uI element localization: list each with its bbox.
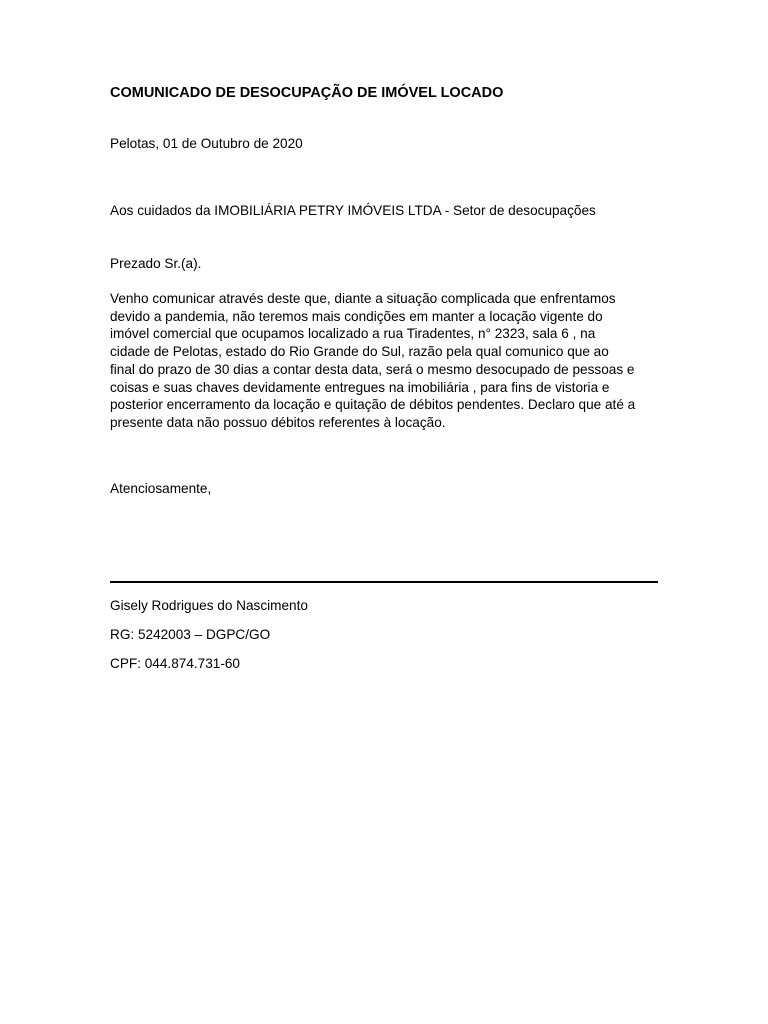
signer-cpf: CPF: 044.874.731-60 (110, 656, 240, 671)
place-date: Pelotas, 01 de Outubro de 2020 (110, 136, 303, 151)
greeting: Prezado Sr.(a). (110, 256, 202, 271)
body-line: posterior encerramento da locação e quitação de débitos pendentes. Declaro que até a (110, 397, 636, 413)
signer-rg: RG: 5242003 – DGPC/GO (110, 627, 271, 642)
body-line: devido a pandemia, não teremos mais condições em manter a locação vigente do (110, 308, 603, 324)
closing: Atenciosamente, (110, 481, 212, 496)
signature-line (110, 581, 658, 583)
document-title: COMUNICADO DE DESOCUPAÇÃO DE IMÓVEL LOCADO (110, 85, 504, 101)
signer-name: Gisely Rodrigues do Nascimento (110, 598, 308, 613)
body-line: cidade de Pelotas, estado do Rio Grande do Sul, razão pela qual comunico que ao (110, 344, 609, 360)
body-line: final do prazo de 30 dias a contar desta data, será o mesmo desocupado de pessoas e (110, 361, 635, 377)
body-line: presente data não possuo débitos referentes à locação. (110, 414, 446, 430)
recipient-line: Aos cuidados da IMOBILIÁRIA PETRY IMÓVEIS LTDA - Setor de desocupações (110, 203, 596, 218)
body-line: Venho comunicar através deste que, diante a situação complicada que enfrentamos (110, 291, 616, 306)
body-line: imóvel comercial que ocupamos localizado a rua Tiradentes, n° 2323, sala 6 , na (110, 326, 596, 342)
body-line: coisas e suas chaves devidamente entregues na imobiliária , para fins de vistoria e (110, 379, 610, 395)
body-paragraph (110, 290, 662, 432)
